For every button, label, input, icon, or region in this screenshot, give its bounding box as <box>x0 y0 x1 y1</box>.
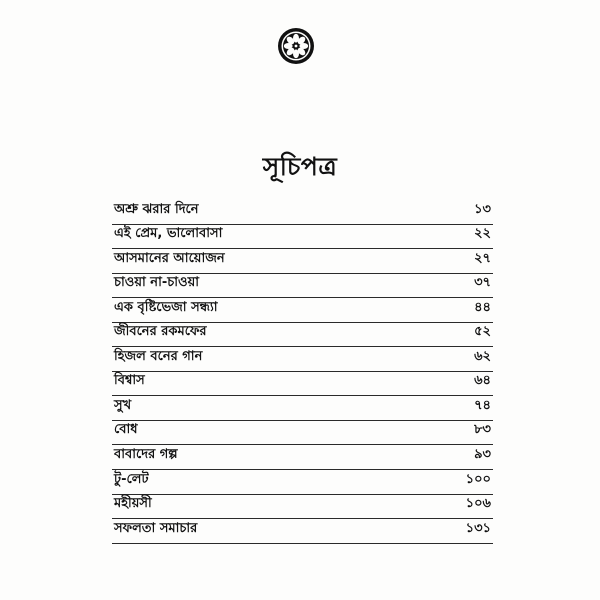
toc-row <box>112 372 493 397</box>
toc-row <box>112 421 493 446</box>
table-of-contents <box>112 200 493 544</box>
toc-entry-title: এক বৃষ্টিভেজা সন্ধ্যা <box>114 299 218 315</box>
toc-entry-title: বাবাদের গল্প <box>114 447 178 463</box>
toc-page-number: ৬৪ <box>474 373 491 389</box>
toc-entry-title: বিশ্বাস <box>114 373 145 389</box>
toc-page-number: ৬২ <box>474 348 491 364</box>
toc-row <box>112 249 493 274</box>
toc-row <box>112 470 493 495</box>
toc-page-number: ৯৩ <box>474 447 491 463</box>
toc-row <box>112 396 493 421</box>
toc-entry-title: সফলতা সমাচার <box>114 520 198 536</box>
toc-row <box>112 200 493 225</box>
toc-row <box>112 225 493 250</box>
toc-row <box>112 323 493 348</box>
toc-page-number: ৭৪ <box>474 397 491 413</box>
toc-entry-title: অশ্রু ঝরার দিনে <box>114 201 199 217</box>
toc-page-number: ৩৭ <box>474 275 491 291</box>
toc-page-number: ২২ <box>474 226 491 242</box>
toc-row <box>112 298 493 323</box>
toc-row <box>112 274 493 299</box>
toc-row <box>112 519 493 544</box>
toc-entry-title: চাওয়া না-চাওয়া <box>114 275 200 291</box>
toc-entry-title: বোধ <box>114 422 138 438</box>
toc-row <box>112 347 493 372</box>
toc-page-number: ৫২ <box>474 324 491 340</box>
page-title: সূচিপত্র <box>262 152 338 181</box>
toc-page-number: ১৩১ <box>465 520 491 536</box>
toc-page-number: ১০০ <box>465 471 491 487</box>
toc-entry-title: টু-লেট <box>114 471 149 487</box>
flower-rosette-icon <box>276 26 316 66</box>
toc-page-number: ৮৩ <box>474 422 491 438</box>
toc-entry-title: আসমানের আয়োজন <box>114 250 225 266</box>
toc-page-number: ১০৬ <box>465 496 491 512</box>
toc-page-number: ৪৪ <box>474 299 491 315</box>
toc-page-number: ২৭ <box>474 250 491 266</box>
toc-entry-title: সুখ <box>114 397 132 413</box>
toc-page-number: ১৩ <box>474 201 491 217</box>
toc-row <box>112 495 493 520</box>
toc-entry-title: মহীয়সী <box>114 496 152 512</box>
toc-entry-title: জীবনের রকমফের <box>114 324 207 340</box>
toc-entry-title: এই প্রেম, ভালোবাসা <box>114 226 223 242</box>
toc-row <box>112 445 493 470</box>
toc-entry-title: হিজল বনের গান <box>114 348 203 364</box>
